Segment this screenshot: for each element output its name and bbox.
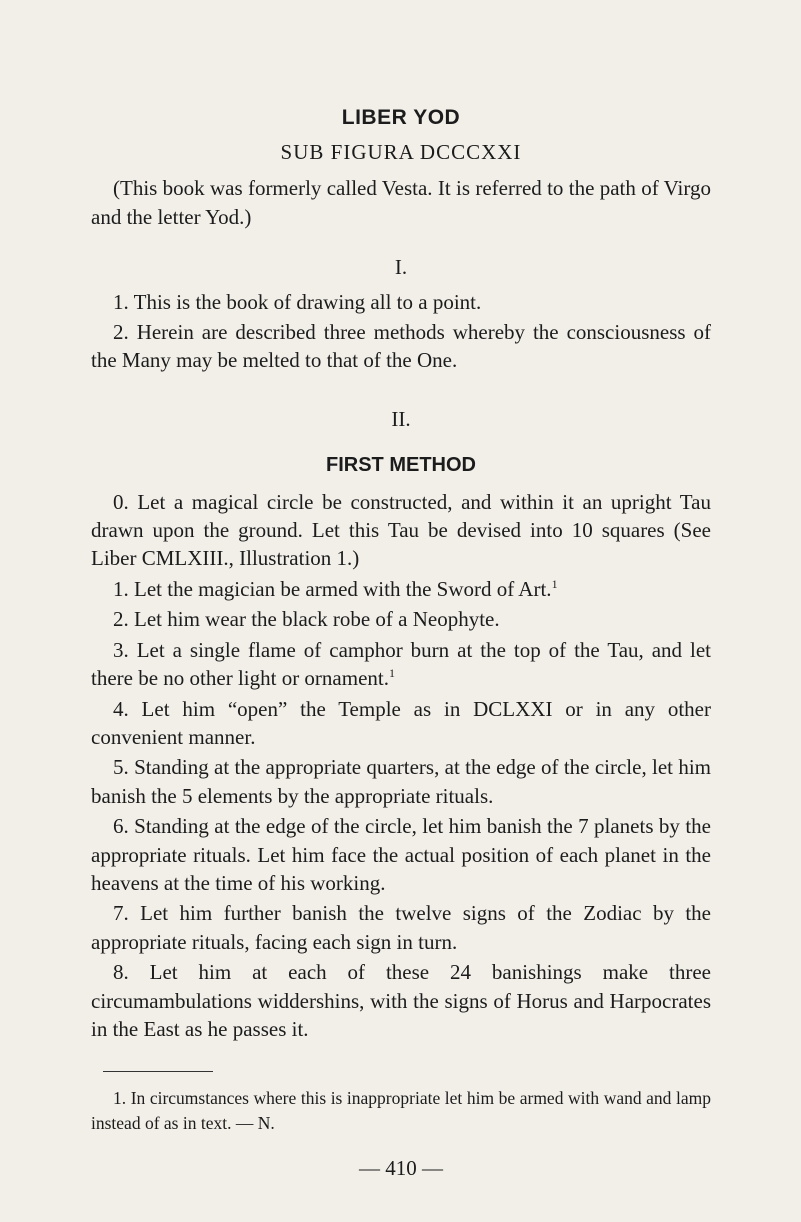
page-content (91, 104, 711, 1204)
paragraph-text: 0. Let a magical circle be constructed, and within it an upright Tau drawn upon the ground. Let this Tau be devised into 10 squares (See Liber CMLXIII., Illustration 1.) (91, 489, 711, 571)
paragraph-text: 1. Let the magician be armed with the Sword of Art. (113, 576, 552, 601)
paragraph-text: 6. Standing at the edge of the circle, let him banish the 7 planets by the appropriate rituals. Let him face the actual position of each planet in the heavens at the time of his working. (91, 814, 711, 895)
paragraph-text: 3. Let a single flame of camphor burn at the top of the Tau, and let there be no other light or ornament. (91, 637, 711, 691)
intro-paragraph: (This book was formerly called Vesta. It is referred to the path of Virgo and the letter Yod.) (91, 176, 711, 229)
paragraph-s2-0 (91, 488, 711, 573)
section-numeral-one: I. (394, 255, 408, 280)
page-number: — 410 — (359, 1156, 443, 1181)
paragraph-s2-7 (91, 899, 711, 956)
paragraph-s2-4 (91, 695, 711, 752)
footnote-marker: 1 (389, 666, 395, 681)
paragraph-text: 7. Let him further banish the twelve signs of the Zodiac by the appropriate rituals, facing each sign in turn. (91, 901, 711, 954)
paragraph-s2-5 (91, 753, 711, 810)
paragraph-text: 8. Let him at each of these 24 banishings make three circumambulations widdershins, with the signs of Horus and Harpocrates in the East as he passes it. (91, 960, 711, 1041)
book-title: LIBER YOD (341, 106, 461, 129)
book-subtitle: SUB FIGURA DCCCXXI (280, 140, 522, 164)
paragraph-s2-2 (91, 605, 711, 633)
paragraph-text: 4. Let him “open” the Temple as in DCLXXI or in any other convenient manner. (91, 696, 711, 749)
paragraph-text: 5. Standing at the appropriate quarters, at the edge of the circle, let him banish the 5 elements by the appropriate rituals. (91, 755, 711, 808)
footnote-divider (103, 1071, 213, 1072)
paragraph-s2-3 (91, 636, 711, 693)
footnote: 1. In circumstances where this is inappropriate let him be armed with wand and lamp instead of as in text. — N. (91, 1088, 711, 1134)
paragraph-s2-1 (91, 575, 711, 603)
paragraph-text: 2. Let him wear the black robe of a Neophyte. (113, 607, 500, 632)
paragraph-s2-8 (91, 958, 711, 1043)
paragraph-s1-2: 2. Herein are described three methods whereby the consciousness of the Many may be melted to that of the One. (91, 320, 711, 373)
footnote-marker: 1 (551, 576, 558, 591)
section-numeral-two: II. (391, 406, 411, 431)
section-heading: FIRST METHOD (326, 454, 476, 477)
paragraph-s2-6 (91, 812, 711, 897)
paragraph-s1-1: 1. This is the book of drawing all to a point. (113, 289, 482, 314)
